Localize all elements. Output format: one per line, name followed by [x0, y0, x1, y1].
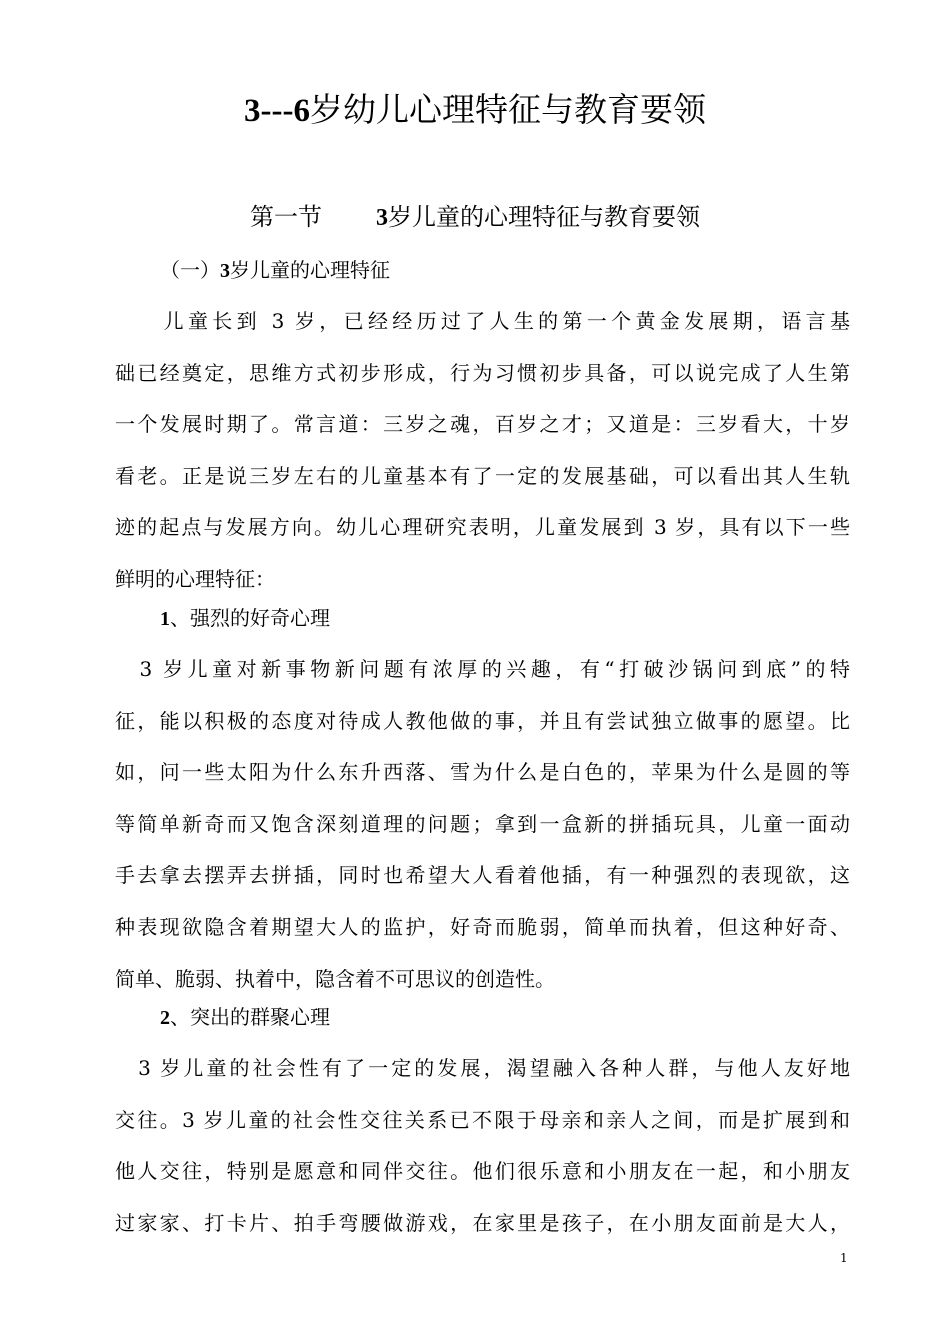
subsection-number: 3	[220, 260, 230, 282]
paragraph-line: 础已经奠定，思维方式初步形成，行为习惯初步具备，可以说完成了人生第	[115, 360, 850, 385]
paragraph-line: 过家家、打卡片、拍手弯腰做游戏，在家里是孩子，在小朋友面前是大人，	[115, 1210, 850, 1235]
intro-paragraph	[115, 296, 850, 606]
point-1-paragraph	[115, 644, 850, 1005]
section-label: 第一节	[250, 203, 322, 231]
paragraph-line: 3 岁儿童的社会性有了一定的发展，渴望融入各种人群，与他人友好地	[115, 1056, 850, 1080]
paragraph-line: 等简单新奇而又饱含深刻道理的问题；拿到一盒新的拼插玩具，儿童一面动	[115, 811, 850, 836]
point-1-heading	[160, 600, 330, 637]
point-2-text: 、突出的群聚心理	[170, 1005, 330, 1029]
title-text: 岁幼儿心理特征与教育要领	[309, 90, 706, 129]
paragraph-line: 交往。3 岁儿童的社会性交往关系已不限于母亲和亲人之间，而是扩展到和	[115, 1107, 850, 1132]
subsection-label: （一）	[160, 258, 220, 282]
paragraph-line: 看老。正是说三岁左右的儿童基本有了一定的发展基础，可以看出其人生轨	[115, 463, 850, 488]
paragraph-line: 迹的起点与发展方向。幼儿心理研究表明，儿童发展到 3 岁，具有以下一些	[115, 515, 850, 540]
point-1-text: 、强烈的好奇心理	[170, 606, 330, 630]
paragraph-line: 征，能以积极的态度对待成人教他做的事，并且有尝试独立做事的愿望。比	[115, 708, 850, 733]
page-number: 1	[840, 1251, 848, 1265]
subsection-heading	[160, 252, 390, 289]
paragraph-line: 种表现欲隐含着期望大人的监护，好奇而脆弱，简单而执着，但这种好奇、	[115, 914, 850, 939]
paragraph-line: 如，问一些太阳为什么东升西落、雪为什么是白色的，苹果为什么是圆的等	[115, 760, 850, 785]
paragraph-line: 3 岁儿童对新事物新问题有浓厚的兴趣，有“打破沙锅问到底”的特	[115, 657, 850, 681]
paragraph-line: 简单、脆弱、执着中，隐含着不可思议的创造性。	[115, 966, 555, 991]
section-heading	[0, 199, 950, 236]
paragraph-line: 他人交往，特别是愿意和同伴交往。他们很乐意和小朋友在一起，和小朋友	[115, 1159, 850, 1184]
paragraph-line: 手去拿去摆弄去拼插，同时也希望大人看着他插，有一种强烈的表现欲，这	[115, 863, 850, 888]
section-number: 3	[376, 205, 388, 231]
point-2-paragraph	[115, 1043, 850, 1249]
section-text: 岁儿童的心理特征与教育要领	[388, 203, 700, 231]
subsection-text: 岁儿童的心理特征	[230, 258, 390, 282]
paragraph-line: 儿童长到 3 岁，已经经历过了人生的第一个黄金发展期，语言基	[115, 309, 850, 333]
paragraph-line: 鲜明的心理特征：	[115, 566, 275, 591]
title-age-range: 3---6	[244, 93, 310, 129]
paragraph-line: 一个发展时期了。常言道：三岁之魂，百岁之才；又道是：三岁看大，十岁	[115, 412, 850, 437]
point-2-heading	[160, 999, 330, 1036]
point-1-number: 1	[160, 608, 170, 630]
document-title	[0, 86, 950, 135]
point-2-number: 2	[160, 1007, 170, 1029]
